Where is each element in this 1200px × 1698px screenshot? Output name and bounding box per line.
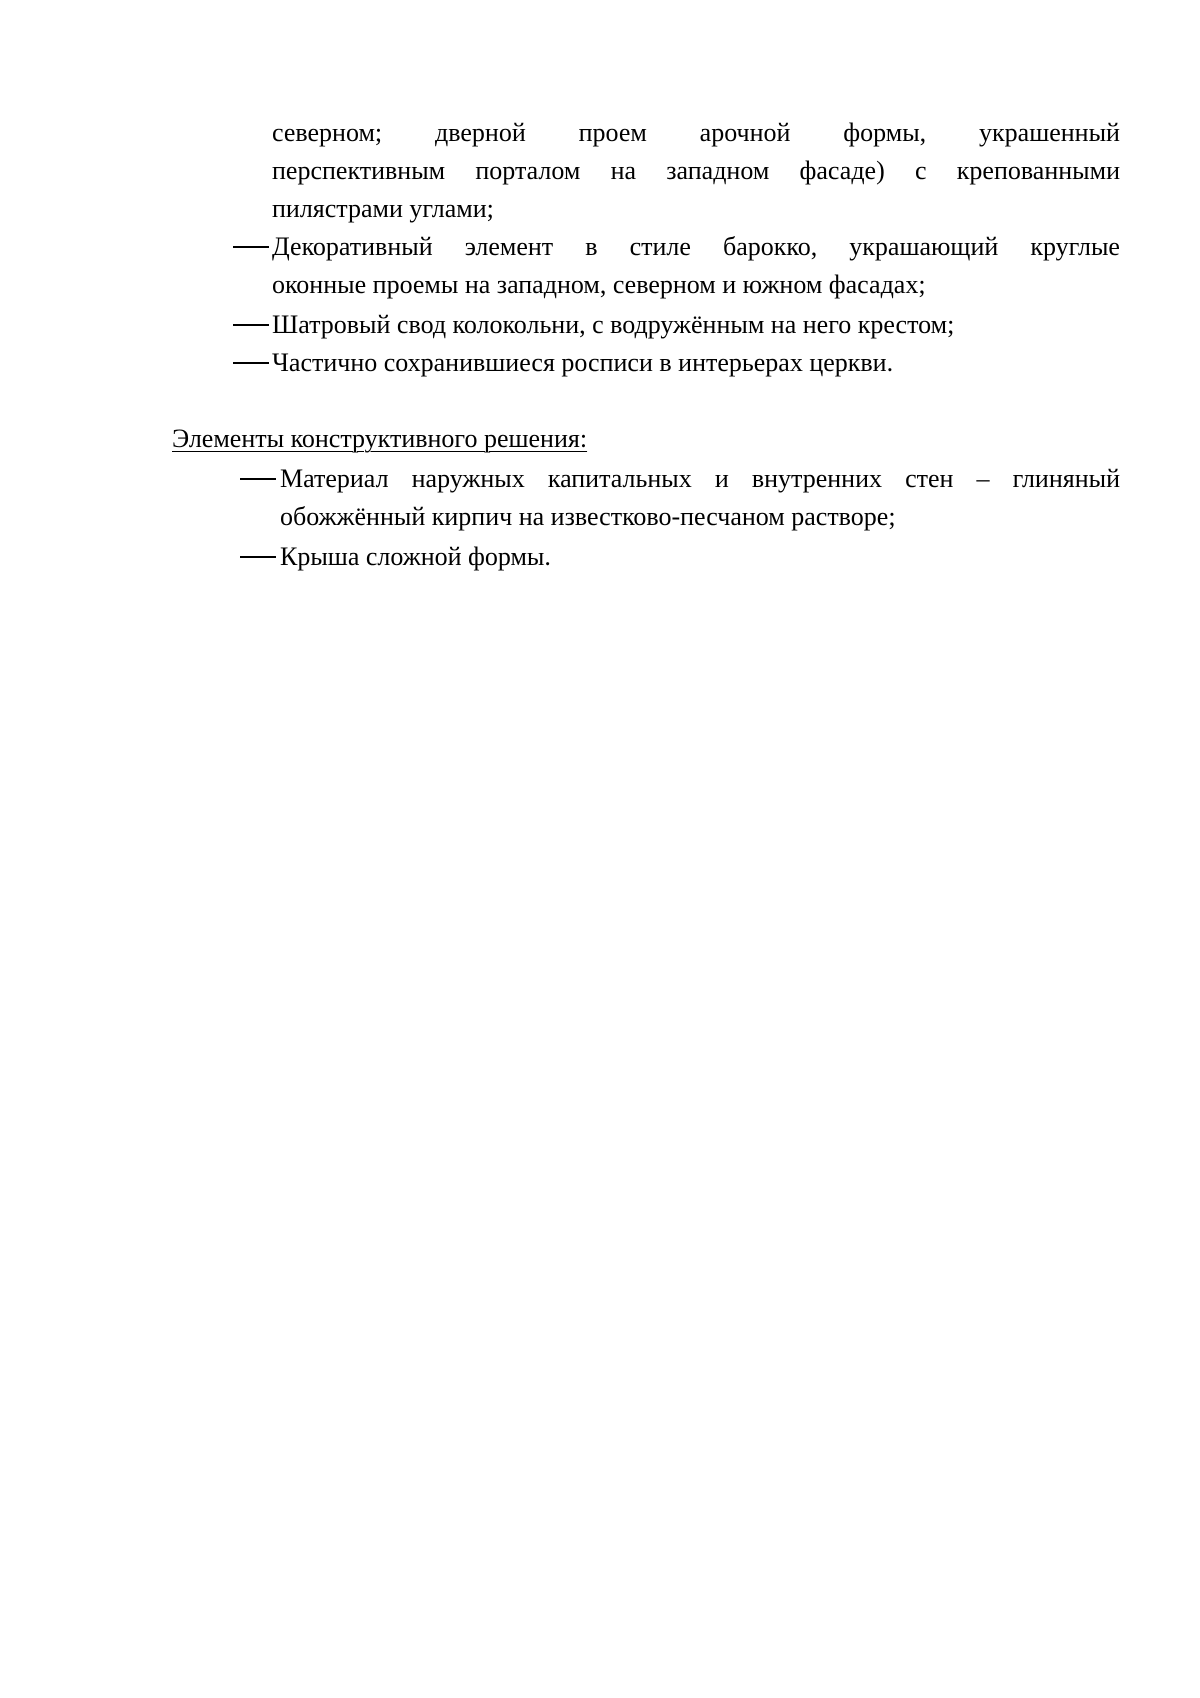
word: перспективным — [272, 156, 446, 185]
word: формы, — [843, 118, 927, 147]
word: проем — [578, 118, 647, 147]
word: стиле — [629, 232, 691, 261]
list-a-item-0-line-2 — [272, 152, 1120, 190]
em-dash-bullet — [233, 246, 269, 248]
word: западном — [666, 156, 770, 185]
word: капитальных — [547, 464, 692, 493]
word: дверной — [435, 118, 526, 147]
word: северном; — [272, 118, 383, 147]
word: глиняный — [1012, 464, 1120, 493]
word: барокко, — [722, 232, 818, 261]
list-b-item-0-line-2: обожжённый кирпич на известково-песчаном растворе; — [280, 502, 896, 531]
word: украшающий — [849, 232, 999, 261]
em-dash-bullet — [233, 324, 269, 326]
word: Материал — [280, 464, 389, 493]
em-dash-bullet — [240, 556, 276, 558]
list-a-item-1-line-2: оконные проемы на западном, северном и южном фасадах; — [272, 270, 926, 299]
word: круглые — [1030, 232, 1120, 261]
word: в — [585, 232, 598, 261]
list-a-item-1-line-1 — [272, 228, 1120, 266]
list-a-item-3-line-1: Частично сохранившиеся росписи в интерьерах церкви. — [272, 348, 894, 377]
section-heading: Элементы конструктивного решения: — [172, 424, 588, 453]
word: и — [714, 464, 729, 493]
word: стен — [905, 464, 954, 493]
word: арочной — [699, 118, 791, 147]
word: с — [914, 156, 927, 185]
list-b-item-0-line-1 — [280, 460, 1120, 498]
word: внутренних — [751, 464, 882, 493]
word: на — [610, 156, 637, 185]
em-dash-bullet — [240, 478, 276, 480]
word: элемент — [464, 232, 554, 261]
word: – — [976, 464, 990, 493]
word: порталом — [475, 156, 581, 185]
em-dash-bullet — [233, 362, 269, 364]
list-a-item-0-line-3: пилястрами углами; — [272, 194, 494, 223]
word: фасаде) — [799, 156, 885, 185]
word: украшенный — [979, 118, 1120, 147]
list-a-item-2-line-1: Шатровый свод колокольни, с водружённым на него крестом; — [272, 310, 955, 339]
word: наружных — [411, 464, 525, 493]
list-a-item-0-line-1 — [272, 114, 1120, 152]
list-b-item-1-line-1: Крыша сложной формы. — [280, 542, 551, 571]
word: крепованными — [956, 156, 1120, 185]
word: Декоративный — [272, 232, 433, 261]
